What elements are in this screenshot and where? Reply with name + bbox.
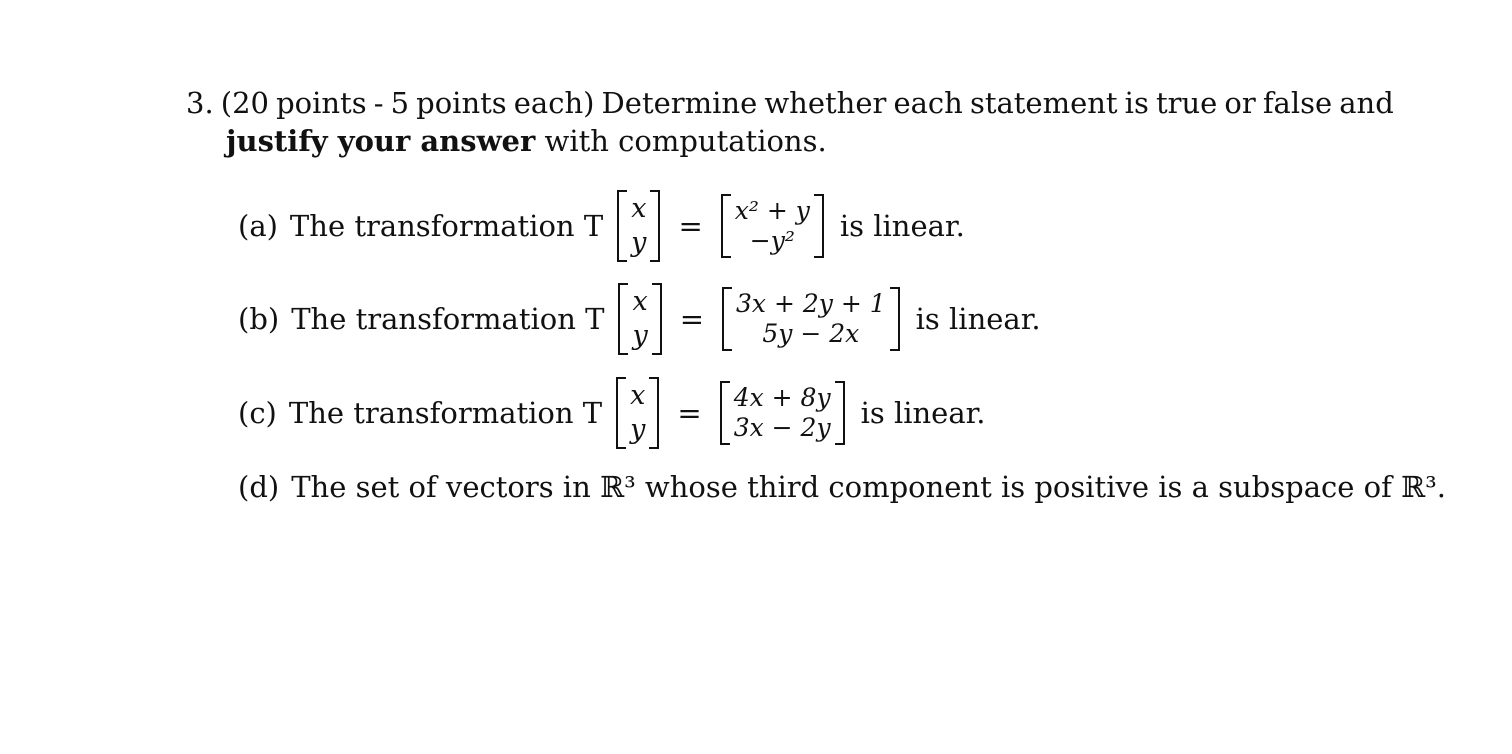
word: is bbox=[1124, 86, 1149, 120]
input-vector bbox=[616, 377, 659, 449]
vector-entry: y bbox=[631, 227, 647, 258]
right-bracket bbox=[835, 381, 845, 445]
vector-entry: 5y − 2x bbox=[762, 319, 860, 348]
statement-text: with computations. bbox=[535, 124, 827, 158]
output-vector bbox=[720, 381, 845, 445]
item-b bbox=[238, 283, 1041, 355]
word: true bbox=[1155, 86, 1218, 120]
problem-statement-line-1 bbox=[186, 86, 1394, 120]
right-bracket bbox=[890, 287, 900, 351]
word: each) bbox=[513, 86, 595, 120]
word: points bbox=[276, 86, 367, 120]
word: Determine bbox=[601, 86, 758, 120]
right-bracket bbox=[650, 190, 660, 262]
vector-entry: 4x + 8y bbox=[733, 383, 831, 412]
word: 5 bbox=[390, 86, 410, 120]
item-text: The transformation T bbox=[288, 396, 603, 430]
item-conclusion: is linear. bbox=[860, 396, 986, 430]
equals-sign: = bbox=[677, 396, 702, 430]
word: (20 bbox=[220, 86, 269, 120]
vector-entry: x bbox=[632, 286, 648, 317]
word: each bbox=[893, 86, 963, 120]
vector-entry: 3x − 2y bbox=[733, 413, 831, 442]
equals-sign: = bbox=[678, 209, 703, 243]
item-text: The transformation T bbox=[289, 209, 604, 243]
left-bracket bbox=[616, 377, 626, 449]
input-vector bbox=[618, 283, 661, 355]
left-bracket bbox=[721, 194, 731, 258]
vector-entry: −y² bbox=[749, 226, 795, 255]
left-bracket bbox=[722, 287, 732, 351]
item-text: The transformation T bbox=[291, 302, 605, 336]
item-c bbox=[238, 377, 986, 449]
item-label: (c) bbox=[238, 396, 277, 430]
left-bracket bbox=[720, 381, 730, 445]
vector-entry: 3x + 2y + 1 bbox=[736, 289, 886, 318]
right-bracket bbox=[814, 194, 824, 258]
vector-entry: y bbox=[632, 320, 648, 351]
item-text: The set of vectors in ℝ³ whose third component is positive is a subspace of ℝ³. bbox=[291, 470, 1446, 504]
word: statement bbox=[969, 86, 1118, 120]
input-vector bbox=[617, 190, 660, 262]
vector-entry: y bbox=[630, 414, 646, 445]
item-conclusion: is linear. bbox=[839, 209, 965, 243]
word: false bbox=[1262, 86, 1333, 120]
item-label: (a) bbox=[238, 209, 278, 243]
word: and bbox=[1339, 86, 1394, 120]
vector-entry: x bbox=[631, 193, 647, 224]
item-conclusion: is linear. bbox=[915, 302, 1041, 336]
item-label: (b) bbox=[238, 302, 280, 336]
word: or bbox=[1224, 86, 1256, 120]
equals-sign: = bbox=[679, 302, 705, 336]
problem-statement-line-2 bbox=[226, 124, 827, 158]
right-bracket bbox=[652, 283, 662, 355]
output-vector bbox=[721, 194, 824, 258]
emphasis-text: justify your answer bbox=[226, 124, 536, 158]
left-bracket bbox=[618, 283, 628, 355]
word: - bbox=[373, 86, 384, 120]
vector-entry: x bbox=[630, 380, 646, 411]
left-bracket bbox=[617, 190, 627, 262]
item-label: (d) bbox=[238, 470, 280, 504]
item-a bbox=[238, 190, 965, 262]
item-d bbox=[238, 470, 1446, 504]
right-bracket bbox=[649, 377, 659, 449]
word: points bbox=[416, 86, 507, 120]
word: 3. bbox=[186, 86, 214, 120]
vector-entry: x² + y bbox=[734, 196, 810, 225]
word: whether bbox=[764, 86, 887, 120]
output-vector bbox=[722, 287, 900, 351]
